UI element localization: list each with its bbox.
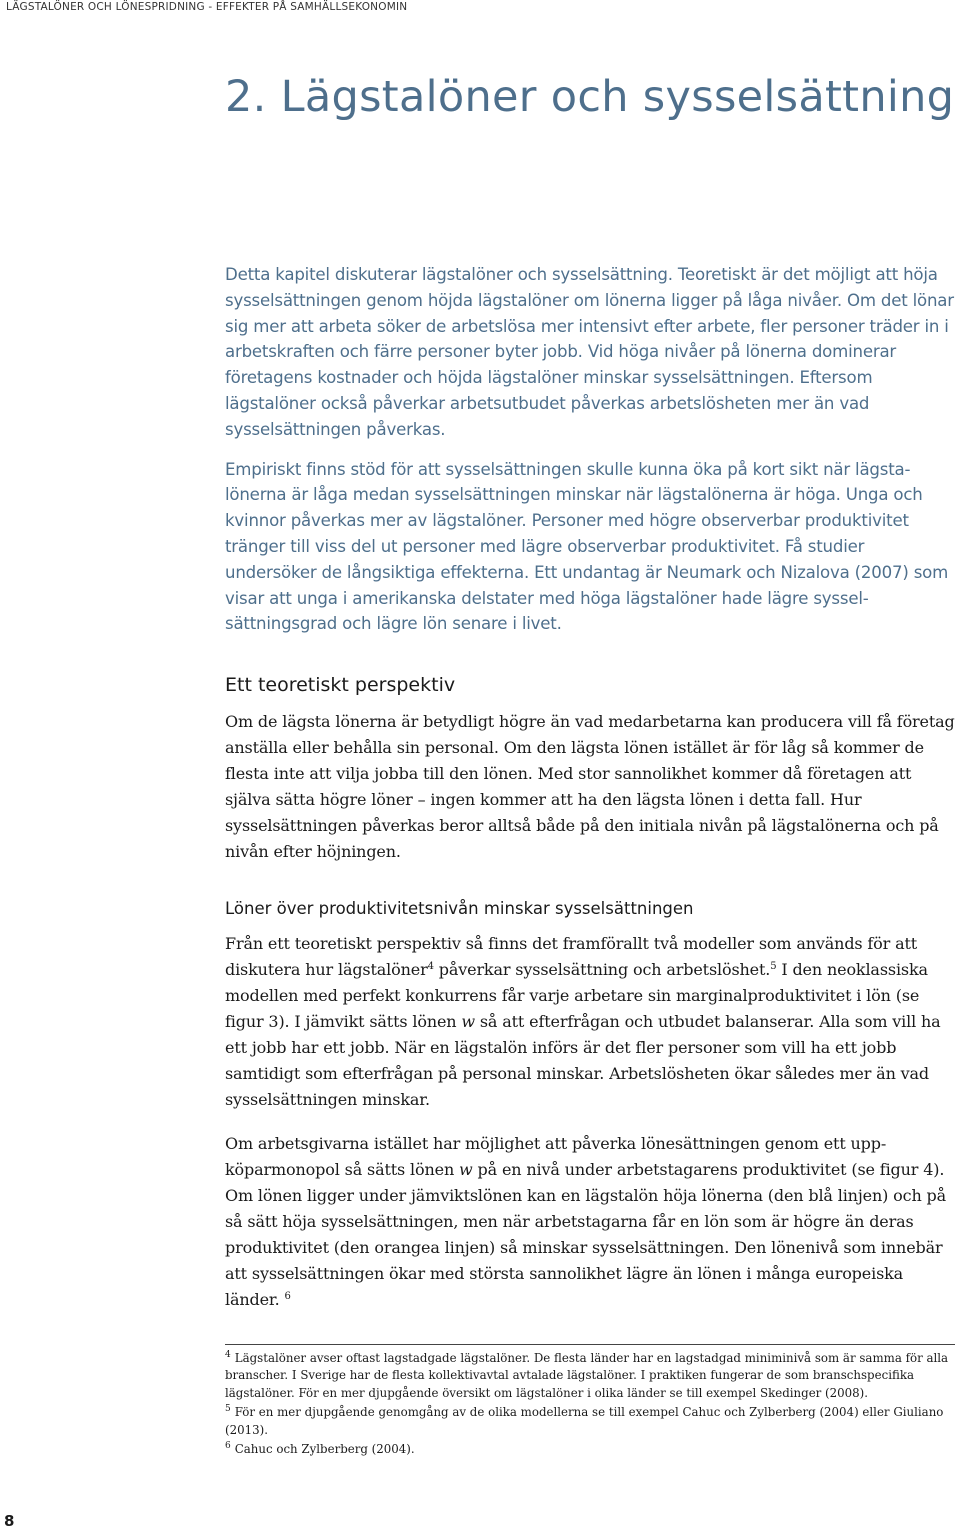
footnote-ref[interactable]: 4 <box>427 961 434 972</box>
subsection-body-2 <box>225 1131 955 1313</box>
page-number: 8 <box>4 1512 15 1530</box>
body-paragraph: Om de lägsta lönerna är betydligt högre än vad medarbetarna kan producera vill få företag anställa eller behålla sin personal. Om den lägsta lönen istället är för låg så kommer de flesta inte att vilja jobba till den lönen. Med stor sannolikhet kommer då företagen att själva sätta högre löner – ingen kommer att ha den lägsta lönen i detta fall. Hur sysselsättningen påverkas beror alltså både på den initiala nivån på lägstalönerna och på nivån efter höjningen. <box>225 712 955 861</box>
section-body <box>225 709 955 865</box>
footnote-ref[interactable]: 5 <box>770 961 777 972</box>
intro-paragraph: Detta kapitel diskuterar lägstalöner och sysselsättning. Teoretiskt är det möjligt att höja sysselsättningen genom höjda lägstalöner om lönerna ligger på låga nivåer. Om det lönar sig mer att arbeta söker de arbetslösa mer intensivt efter arbete, fler personer träder in i arbetskraften och färre personer byter jobb. Vid höga nivåer på lönerna dominerar företagens kostnader och höjda lägstalöner minskar sysselsättningen. Eftersom lägstalöner också påverkar arbetsutbudet påverkas arbetslösheten mer än vad sysselsättningen påverkas. <box>225 265 954 439</box>
intro-paragraph: Empiriskt finns stöd för att sysselsättningen skulle kunna öka på kort sikt när lägstalönerna är låga medan sysselsättningen minskar när lägstalönerna är höga. Unga och kvinnor påverkas mer av lägstalöner. Personer med högre observerbar produktivitet tränger till viss del ut personer med lägre observerbar produktivitet. Få studier undersöker de långsiktiga effekterna. Ett undantag är Neumark och Nizalova (2007) som visar att unga i amerikanska delstater med höga lägstalöner hade lägre sysselsättningsgrad och lägre lön senare i livet. <box>225 459 949 634</box>
subsection-heading: Löner över produktivitetsnivån minskar sysselsättningen <box>225 899 694 918</box>
footnote-ref[interactable]: 6 <box>284 1291 291 1302</box>
chapter-intro <box>225 262 955 651</box>
running-header: LÄGSTALÖNER OCH LÖNESPRIDNING - EFFEKTER PÅ SAMHÄLLSEKONOMIN <box>6 1 408 13</box>
section-heading: Ett teoretiskt perspektiv <box>225 674 456 696</box>
footnotes <box>225 1350 955 1460</box>
footnote: $^5$ För en mer djupgående genomgång av de olika modellerna se till exempel Cahuc och Zylberberg (2004) eller Giuliano (2013). <box>225 1404 944 1437</box>
body-paragraph: Från ett teoretiskt perspektiv så finns det framförallt två modeller som används för att diskutera hur lägstalöner$^4$ påverkar sysselsättning och arbetslöshet.$^5$ I den neoklassiska modellen med perfekt konkurrens får varje arbetare sin marginalproduktivitet i lön (se figur 3). I jämvikt sätts lönen w så att efterfrågan och utbudet balanserar. Alla som vill ha ett jobb har ett jobb. När en lägstalön införs är det fler personer som vill ha ett jobb samtidigt som efterfrågan på personal minskar. Arbetslösheten ökar således mer än vad sysselsättningen minskar. <box>225 934 941 1109</box>
body-paragraph: Om arbetsgivarna istället har möjlighet att påverka lönesättningen genom ett uppköparmonopol så sätts lönen w på en nivå under arbetstagarens produktivitet (se figur 4). Om lönen ligger under jämviktslönen kan en lägstalön höja lönerna (den blå linjen) och på så sätt höja sysselsättningen, men när arbetstagarna får en lön som är högre än deras produktivitet (den orangea linjen) så minskar sysselsättningen. Den lönenivå som innebär att sysselsättningen ökar med största sannolikhet lägre än lönen i många europeiska länder. $^6$ <box>225 1134 947 1309</box>
footnote: $^4$ Lägstalöner avser oftast lagstadgade lägstalöner. De flesta länder har en lagstadgad miniminivå som är samma för alla branscher. I Sverige har de flesta kollektivavtal avtalade lägstalöner. I praktiken fungerar de som branschspecifika lägstalöner. För en mer djupgående översikt om lägstalöner i olika länder se till exempel Skedinger (2008). <box>225 1350 949 1400</box>
subsection-body <box>225 931 955 1113</box>
footnote-divider <box>225 1344 955 1345</box>
footnote: $^6$ Cahuc och Zylberberg (2004). <box>225 1441 415 1457</box>
chapter-title: 2. Lägstalöner och sysselsättning <box>225 72 955 122</box>
